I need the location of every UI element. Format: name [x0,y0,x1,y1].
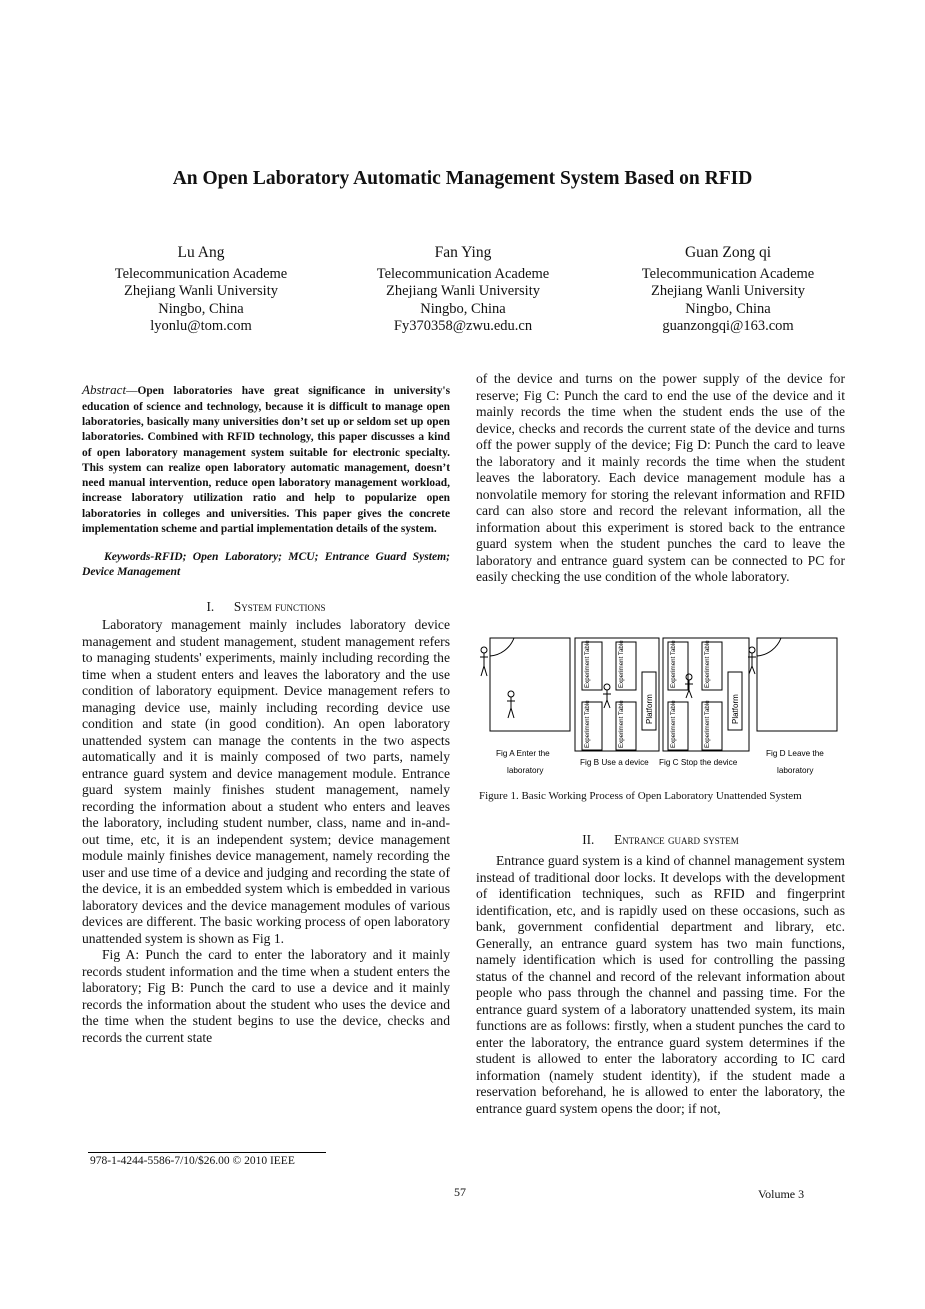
table-label: Experiment Table [584,640,591,688]
section-heading [82,599,450,615]
body-paragraph: Fig A: Punch the card to enter the laboratory and it mainly records student information and the time when a student enters the laboratory; Fig B: Punch the card to use a device and it mainly records the information about the student who uses the device and the time when the student begins to use the device, checks and records the current state [82,947,450,1045]
author-name: Guan Zong qi [684,244,772,261]
body-paragraph: Laboratory management mainly includes laboratory device management and student management, student management refers to managing students' experiments, mainly including recording the time when a student enters and leaves the laboratory and the use condition of laboratory equipment. Device management refers to managing device use, mainly including recording device use condition and state (in good condition). An open laboratory unattended system can manage the contents in the two aspects automatically and it is mainly composed of two parts, namely entrance guard system and device management module. Entrance guard system mainly finishes student management, namely recording the information about a student who enters and leaves the laboratory, including student number, class, name and in-and-out time, etc, it is an independent system; device management module mainly finishes device management, namely recording the user and use time of a device and judging and recording the state of the device, it is an embedded system which is embedded in various laboratory devices and the device management modules of various devices are different. The basic working process of open laboratory unattended system is shown as Fig 1. [82,617,450,946]
volume-label: Volume 3 [758,1187,805,1201]
person-icon [749,647,755,653]
section-title: System functions [233,599,326,615]
author-email: lyonlu@tom.com [150,318,252,334]
fig-a-label: Fig A Enter the [496,749,550,758]
table-label: Experiment Table [618,700,625,748]
author-email: guanzongqi@163.com [662,318,794,334]
fig-c-label: Fig C Stop the device [659,758,738,767]
left-column [82,371,450,1046]
author-university: Zhejiang Wanli University [385,283,540,299]
keywords: Keywords-RFID; Open Laboratory; MCU; Entrance Guard System; Device Management [82,549,450,579]
abstract-dash: — [126,385,138,398]
author-affiliation: Telecommunication Academe [114,265,288,282]
fig-a-label: laboratory [507,766,544,775]
person-icon [604,684,610,690]
platform-label: Platform [731,694,740,724]
person-icon [686,674,692,680]
section-number: II. [582,832,595,847]
section-heading [476,832,845,848]
author-block [81,244,321,336]
abstract-text: Open laboratories have great significance in university's education of science and technology, because it is difficult to manage open laboratories, basically many universities don’t set up or seldom set up open laboratories. Combined with RFID technology, this paper discusses a kind of open laboratory management system suitable for electronic specialty. This system can realize open laboratory automatic management, doesn’t need manual intervention, reduce open laboratory management workload, increase laboratory utilization ratio and help to popularize open laboratories in colleges and universities. This paper gives the concrete implementation scheme and partial implementation details of the system. [82,385,450,536]
fig-d-label: Fig D Leave the [766,749,824,758]
figure-caption: Figure 1. Basic Working Process of Open Laboratory Unattended System [479,790,802,802]
section-title: Entrance guard system [614,832,739,847]
body-paragraph: Entrance guard system is a kind of channel management system instead of traditional door locks. It develops with the development of identification techniques, such as RFID and fingerprint identification, etc, and is rapidly used on these occasions, such as bank, government confidential department and library, etc. Generally, an entrance guard system has two main functions, namely identification which is used for controlling the passing status of the channel and record of the relevant information about people who pass through the channel and passing time. For the entrance guard system of a laboratory unattended system, its main functions are as follows: firstly, when a student punches the card to enter the laboratory, the entrance guard system determines if the student is allowed to enter the laboratory according to IC card information (namely student identity), if the student made a reservation beforehand, he is allowed to enter the laboratory, the entrance guard system opens the door; if not, [476,853,845,1116]
abstract [82,382,450,537]
table-label: Experiment Table [704,700,711,748]
author-location: Ningbo, China [685,300,771,317]
author-university: Zhejiang Wanli University [123,283,278,299]
fig-b-label: Fig B Use a device [580,758,649,767]
figure-1 [476,632,848,782]
right-column-top [476,371,845,586]
table-label: Experiment Table [584,700,591,748]
footer-rule [88,1152,326,1153]
table-label: Experiment Table [618,640,625,688]
abstract-label: Abstract [82,382,127,398]
author-location: Ningbo, China [158,300,244,317]
body-paragraph: of the device and turns on the power supply of the device for reserve; Fig C: Punch the card to end the use of the device and it mainly records the time when the student ends the use of the device, checks and records the current state of the device and turns off the power supply of the device; Fig D: Punch the card to leave the laboratory and it mainly records the time when the student leaves the laboratory. Each device management module has a nonvolatile memory for storing the relevant information and RFID card can also store and record the relevant information, all the information about this experiment is stored back to the entrance guard system when the student punches the card to leave the laboratory and entrance guard system can be connected to PC for easily checking the use condition of the whole laboratory. [476,371,845,584]
section-number: I. [206,599,215,615]
author-name: Lu Ang [177,244,225,261]
table-label: Experiment Table [670,640,677,688]
door-arc [757,638,781,656]
author-block [608,244,848,336]
table-label: Experiment Table [670,700,677,748]
author-university: Zhejiang Wanli University [650,283,805,299]
author-affiliation: Telecommunication Academe [376,265,550,282]
platform-label: Platform [645,694,654,724]
author-email: Fy370358@zwu.edu.cn [393,318,533,334]
copyright-notice: 978-1-4244-5586-7/10/$26.00 © 2010 IEEE [90,1155,295,1167]
fig-d-label: laboratory [777,766,814,775]
right-column-bottom [476,832,845,1117]
person-icon [481,647,487,653]
page-number: 57 [454,1185,466,1199]
table-label: Experiment Table [704,640,711,688]
author-location: Ningbo, China [420,300,506,317]
paper-title: An Open Laboratory Automatic Management System Based on RFID [172,168,753,189]
author-name: Fan Ying [434,244,492,261]
author-block [343,244,583,336]
door-arc [490,638,514,656]
author-affiliation: Telecommunication Academe [641,265,815,282]
person-icon [508,691,514,697]
